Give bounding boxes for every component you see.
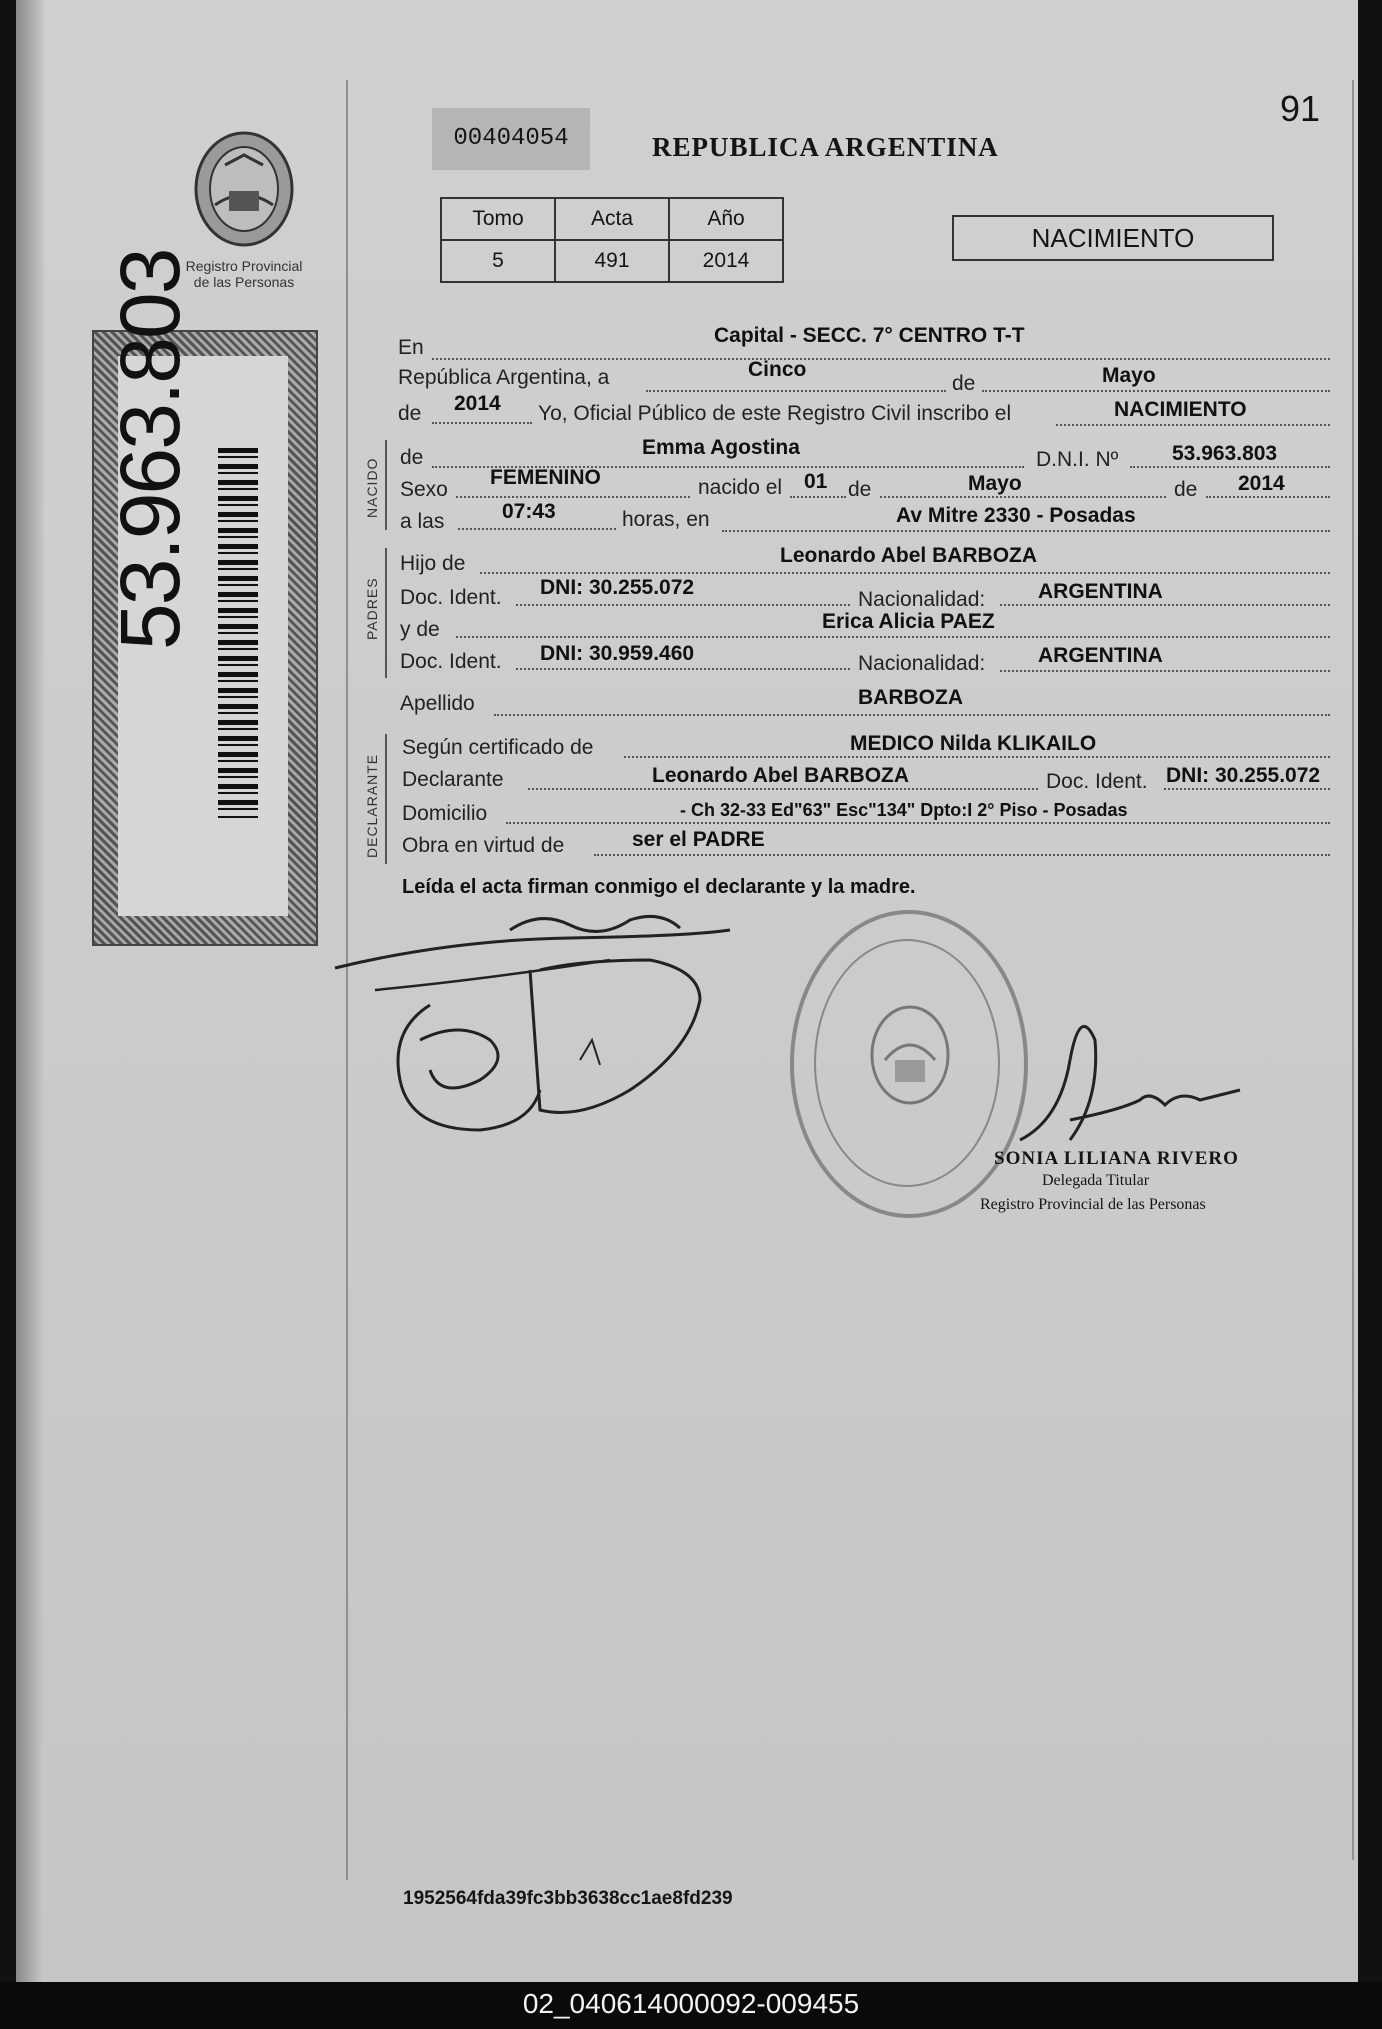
officer-signature [1000,1000,1260,1150]
registry-caption-line1: Registro Provincial [185,258,303,274]
declarante-label: Declarante [402,768,504,791]
de-label: de [952,372,976,395]
dotted-line [456,496,690,498]
doc-label-2: Doc. Ident. [400,650,502,673]
dni-value: 53.963.803 [1172,442,1278,465]
y-de-label: y de [400,618,440,641]
birth-year-value: 2014 [1238,472,1285,495]
table-header-anio: Año [669,198,783,240]
domicilio-value: - Ch 32-33 Ed"63" Esc"134" Dpto:I 2° Piso - Posadas [680,800,1128,820]
closing-statement: Leída el acta firman conmigo el declarante y la madre. [402,876,916,898]
barcode-number: 53.963.803 [103,249,197,650]
mother-value: Erica Alicia PAEZ [822,610,995,633]
officer-role: Delegada Titular [1042,1172,1150,1189]
de-label-3: de [400,446,424,469]
de-label-4: de [848,478,872,501]
hijo-label: Hijo de [400,552,466,575]
horas-label: horas, en [622,508,710,531]
doc-label: Doc. Ident. [400,586,502,609]
dotted-line [646,390,946,392]
dni-label: D.N.I. Nº [1036,448,1119,471]
dotted-line [456,636,1330,638]
domicilio-label: Domicilio [402,802,488,825]
de-label-2: de [398,402,422,425]
dotted-line [516,668,850,670]
doc-label-3: Doc. Ident. [1046,770,1148,793]
nacionalidad-label: Nacionalidad: [858,588,986,611]
dotted-line [480,572,1330,574]
birth-day-value: 01 [804,470,828,493]
apellido-label: Apellido [400,692,475,715]
dotted-line [494,714,1330,716]
footer-id: 02_040614000092-009455 [522,1988,860,2019]
apellido-value: BARBOZA [858,686,963,709]
serial-number: 00404054 [432,108,590,170]
father-doc-value: DNI: 30.255.072 [540,576,695,599]
declarante-doc-value: DNI: 30.255.072 [1166,764,1321,787]
nacido-label: nacido el [698,476,783,499]
birth-month-value: Mayo [968,472,1022,495]
obra-label: Obra en virtud de [402,834,565,857]
section-bracket-born [385,440,387,530]
a-las-label: a las [400,510,445,533]
dotted-line [1000,604,1330,606]
record-table [440,197,784,283]
mother-doc-value: DNI: 30.959.460 [540,642,695,665]
dotted-line [594,854,1330,856]
obra-value: ser el PADRE [632,828,765,851]
dotted-line [506,822,1330,824]
republica-label: República Argentina, a [398,366,610,389]
table-value-acta: 491 [555,240,669,282]
dotted-line [528,788,1038,790]
page-number: 91 [1280,88,1321,129]
sexo-label: Sexo [400,478,448,501]
officer-name: SONIA LILIANA RIVERO [994,1148,1239,1169]
dotted-line [516,604,850,606]
day-word-value: Cinco [748,358,807,381]
officer-office: Registro Provincial de las Personas [980,1196,1206,1213]
dotted-line [1130,466,1330,468]
table-header-tomo: Tomo [441,198,555,240]
province-coat-of-arms-logo [185,125,303,253]
dotted-line [1206,496,1330,498]
month-value: Mayo [1102,364,1156,387]
section-label-declarant: DECLARANTE [364,753,380,858]
document-title: REPUBLICA ARGENTINA [652,132,999,162]
nacionalidad-label-2: Nacionalidad: [858,652,986,675]
dotted-line [1056,424,1330,426]
barcode-bars [218,448,258,818]
record-type-box: NACIMIENTO [952,215,1274,261]
mother-nationality-value: ARGENTINA [1038,644,1163,667]
dotted-line [880,496,1166,498]
child-name-value: Emma Agostina [642,436,800,459]
section-label-parents: PADRES [364,577,380,640]
dotted-line [624,756,1330,758]
dotted-line [458,528,616,530]
oficial-text: Yo, Oficial Público de este Registro Civil inscribo el [538,402,1012,425]
dotted-line [432,358,1330,360]
place-value: Capital - SECC. 7° CENTRO T-T [714,324,1025,347]
table-value-tomo: 5 [441,240,555,282]
sexo-value: FEMENINO [490,466,601,489]
dotted-line [790,496,846,498]
document-hash: 1952564fda39fc3bb3638cc1ae8fd239 [403,1888,733,1909]
table-header-acta: Acta [555,198,669,240]
en-label: En [398,336,424,359]
section-label-born: NACIDO [364,457,380,518]
father-value: Leonardo Abel BARBOZA [780,544,1038,567]
dotted-line [432,422,532,424]
dotted-line [982,390,1330,392]
declarante-value: Leonardo Abel BARBOZA [652,764,910,787]
father-nationality-value: ARGENTINA [1038,580,1163,603]
inscribed-value: NACIMIENTO [1114,398,1247,421]
dotted-line [1164,788,1330,790]
sheet-edge-shadow [16,0,44,1982]
time-value: 07:43 [502,500,556,523]
registry-caption-line2: de las Personas [193,274,295,290]
section-bracket-parents [385,548,387,678]
table-value-anio: 2014 [669,240,783,282]
certificado-label: Según certificado de [402,736,594,759]
birth-place-value: Av Mitre 2330 - Posadas [896,504,1136,527]
certificado-value: MEDICO Nilda KLIKAILO [850,732,1097,755]
de-label-5: de [1174,478,1198,501]
stamp-emblem-icon [860,1000,960,1110]
signatures-handwritten [330,890,810,1190]
margin-line-right [1352,80,1354,1860]
section-bracket-declarant [385,734,387,864]
year-value: 2014 [454,392,501,415]
dotted-line [722,530,1330,532]
dotted-line [1000,670,1330,672]
